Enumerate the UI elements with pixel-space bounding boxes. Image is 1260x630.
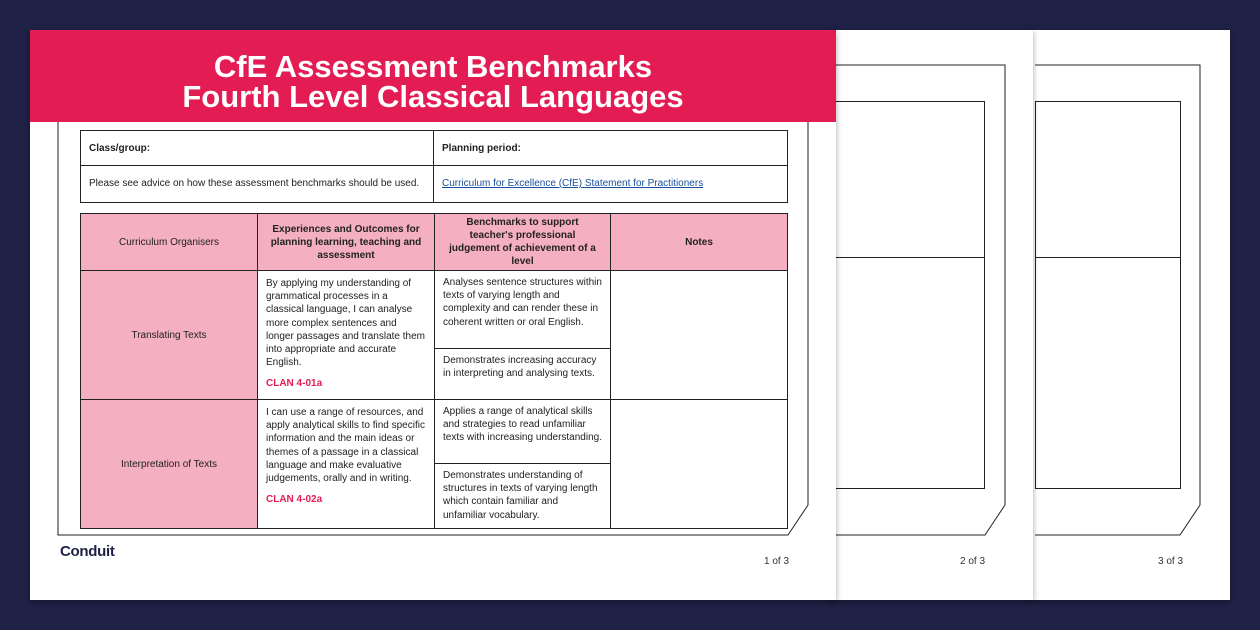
experiences-text: By applying my understanding of grammatical processes in a classical language, I can analyse more complex sentences and longer passages and translate them into appropriate and accurate English.	[266, 278, 425, 369]
table-row	[81, 271, 788, 349]
page-table-outline	[1035, 101, 1181, 489]
page-number: 1 of 3	[764, 556, 790, 567]
document-page-1	[30, 30, 836, 600]
practitioners-link-cell	[434, 166, 788, 203]
info-table	[80, 130, 788, 203]
benchmark-cell: Applies a range of analytical skills and strategies to read unfamiliar texts with increasing understanding.	[435, 400, 611, 464]
organiser-cell: Interpretation of Texts	[81, 400, 258, 529]
class-group-label: Class/group:	[81, 131, 434, 166]
benchmark-cell: Demonstrates understanding of structures in texts of varying length which contain familiar and unfamiliar vocabulary.	[435, 464, 611, 529]
title-line-1: CfE Assessment Benchmarks	[213, 49, 653, 84]
header-benchmarks: Benchmarks to support teacher's professional judgement of achievement of a level	[435, 214, 611, 271]
experiences-cell	[258, 271, 435, 400]
page-number: 3 of 3	[1158, 556, 1184, 567]
benchmark-cell: Demonstrates increasing accuracy in interpreting and analysing texts.	[435, 349, 611, 400]
page-number: 2 of 3	[960, 556, 986, 567]
notes-cell[interactable]	[611, 400, 788, 529]
table-divider	[836, 257, 984, 258]
title-banner	[30, 30, 836, 122]
page-table-outline	[835, 101, 985, 489]
document-page-3	[1030, 30, 1230, 600]
header-curriculum-organisers: Curriculum Organisers	[81, 214, 258, 271]
benchmarks-table	[80, 213, 788, 529]
document-page-2	[830, 30, 1033, 600]
table-divider	[1036, 257, 1180, 258]
planning-period-label: Planning period:	[434, 131, 788, 166]
table-header-row	[81, 214, 788, 271]
experiences-cell	[258, 400, 435, 529]
header-experiences-outcomes: Experiences and Outcomes for planning learning, teaching and assessment	[258, 214, 435, 271]
outcome-code: CLAN 4-01a	[266, 378, 323, 390]
benchmark-cell: Analyses sentence structures within texts of varying length and complexity and can render these in coherent written or oral English.	[435, 271, 611, 349]
organiser-cell: Translating Texts	[81, 271, 258, 400]
notes-cell[interactable]	[611, 271, 788, 400]
advice-text: Please see advice on how these assessment benchmarks should be used.	[81, 166, 434, 203]
title-line-2: Fourth Level Classical Languages	[182, 79, 684, 114]
practitioners-link[interactable]: Curriculum for Excellence (CfE) Statement for Practitioners	[442, 178, 704, 189]
header-notes: Notes	[611, 214, 788, 271]
experiences-text: I can use a range of resources, and apply analytical skills to find specific information and the main ideas or themes of a passage in a classical language and make evaluative judgements, orally and in writing.	[266, 407, 425, 485]
conduit-logo: Conduit	[60, 543, 115, 560]
table-row	[81, 400, 788, 464]
outcome-code: CLAN 4-02a	[266, 494, 323, 506]
